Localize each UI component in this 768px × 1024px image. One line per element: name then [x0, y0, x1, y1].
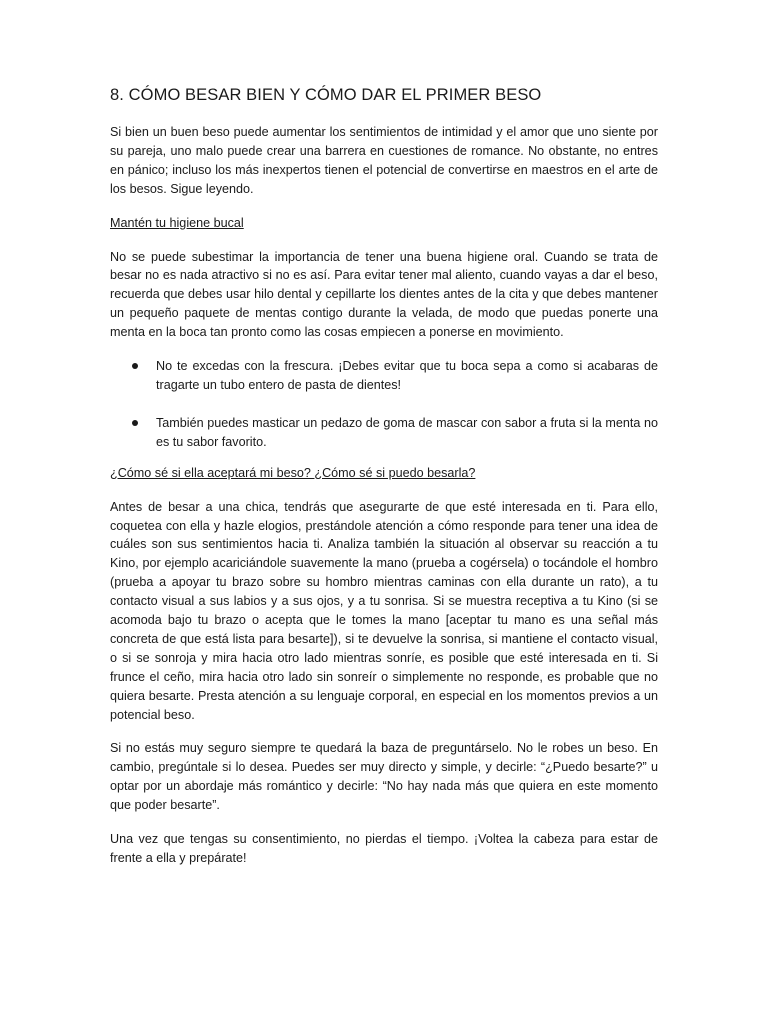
list-item: [110, 357, 658, 395]
body-paragraph: Una vez que tengas su consentimiento, no pierdas el tiempo. ¡Voltea la cabeza para estar de frente a ella y prepárate!: [110, 832, 658, 865]
section-heading-hygiene: Mantén tu higiene bucal: [110, 215, 244, 230]
hygiene-paragraph: No se puede subestimar la importancia de tener una buena higiene oral. Cuando se trata de besar no es nada atractivo si no es así. Para evitar tener mal aliento, cuando vayas a dar el beso, recuerda que debes usar hilo dental y cepillarte los dientes antes de la cita y que debes mantener un pequeño paquete de mentas contigo durante la velada, de modo que puedas ponerte una menta en la boca tan pronto como las cosas empiecen a ponerse en movimiento.: [110, 249, 658, 340]
hygiene-bullet-list: [110, 357, 658, 452]
document-page: [110, 84, 658, 883]
bullet-text: También puedes masticar un pedazo de goma de mascar con sabor a fruta si la menta no es tu sabor favorito.: [156, 415, 658, 449]
bullet-icon: [132, 420, 138, 426]
page-title: 8. CÓMO BESAR BIEN Y CÓMO DAR EL PRIMER BESO: [110, 86, 542, 104]
bullet-icon: [132, 363, 138, 369]
section-heading-consent: ¿Cómo sé si ella aceptará mi beso? ¿Cómo sé si puedo besarla?: [110, 465, 476, 480]
bullet-text: No te excedas con la frescura. ¡Debes evitar que tu boca sepa a como si acabaras de tragarte un tubo entero de pasta de dientes!: [156, 359, 658, 392]
body-paragraph: Si no estás muy seguro siempre te quedará la baza de preguntárselo. No le robes un beso. En cambio, pregúntale si lo desea. Puedes ser muy directo y simple, y decirle: “¿Puedo besarte?” u optar por un abordaje más romántico y decirle: “No hay nada más que quiera en este momento que poder besarte”.: [110, 741, 658, 813]
body-paragraph: Antes de besar a una chica, tendrás que asegurarte de que esté interesada en ti. Para ello, coquetea con ella y hazle elogios, prestándole atención a cómo responde para tener una idea de cuáles son sus sentimientos hacia ti. Analiza también la situación al observar su reacción a tu Kino, por ejemplo acariciándole suavemente la mano (prueba a cogérsela) o tocándole el hombro (prueba a apoyar tu brazo sobre su hombro mientras caminas con ella durante un rato), a tu contacto visual a sus labios y a sus ojos, y a tu sonrisa. Si se muestra receptiva a tu Kino (si se acomoda bajo tu brazo o acepta que le tomes la mano [aceptar tu mano es una señal más concreta de que está lista para besarte]), si te devuelve la sonrisa, si mantiene el contacto visual, o si se sonroja y mira hacia otro lado mientras sonríe, es posible que esté interesada en ti. Si frunce el ceño, mira hacia otro lado sin sonreír o simplemente no responde, es probable que no quiera besarte. Presta atención a su lenguaje corporal, en especial en los momentos previos a un potencial beso.: [110, 499, 658, 722]
list-item: [110, 414, 658, 452]
intro-paragraph: Si bien un buen beso puede aumentar los sentimientos de intimidad y el amor que uno siente por su pareja, uno malo puede crear una barrera en cuestiones de romance. No obstante, no entres en pánico; incluso los más inexpertos tienen el potencial de convertirse en maestros en el arte de los besos. Sigue leyendo.: [110, 125, 658, 196]
